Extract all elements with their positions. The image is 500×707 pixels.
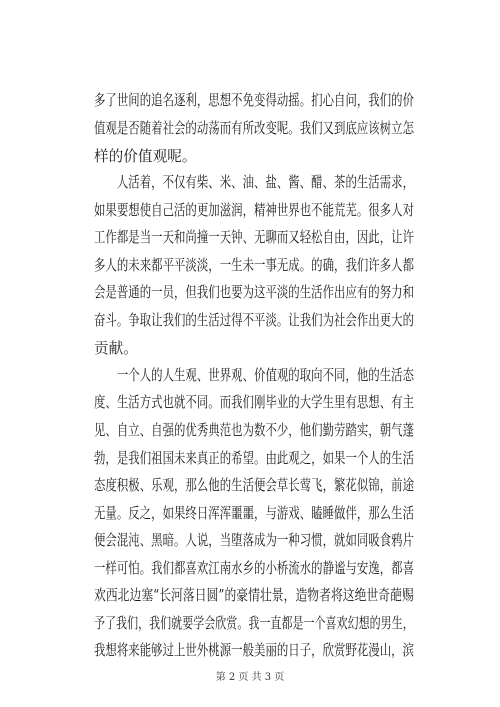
text-line: 便会混沌、黑暗。人说，当堕落成为一种习惯，就如同吸食鸦片 bbox=[94, 532, 415, 549]
text-line: 样的价值观呢。 bbox=[94, 148, 197, 165]
text-line: 多人的未来都平平淡淡，一生未一事无成。的确，我们许多人都 bbox=[94, 257, 415, 274]
text-line: 一个人的人生观、世界观、价值观的取向不同，他的生活态 bbox=[94, 367, 415, 384]
text-line: 见、自立、自强的优秀典范也为数不少，他们勤劳踏实，朝气蓬 bbox=[94, 422, 415, 439]
text-line: 无量。反之，如果终日浑浑噩噩，与游戏、瞌睡做伴，那么生活 bbox=[94, 505, 415, 522]
text-line: 多了世间的追名逐利，思想不免变得动摇。扪心自问，我们的价 bbox=[94, 92, 415, 109]
text-line: 态度积极、乐观，那么他的生活便会草长莺飞，繁花似锦，前途 bbox=[94, 477, 415, 494]
text-line: 贡献。 bbox=[94, 340, 138, 357]
text-line: 会是普通的一员，但我们也要为这平淡的生活作出应有的努力和 bbox=[94, 284, 415, 301]
text-line: 人活着，不仅有柴、米、油、盐、酱、醋、茶的生活需求， bbox=[94, 174, 415, 191]
text-line: 度、生活方式也就不同。而我们刚毕业的大学生里有思想、有主 bbox=[94, 394, 415, 411]
text-line: 工作都是当一天和尚撞一天钟、无聊而又轻松自由，因此，让许 bbox=[94, 229, 415, 246]
text-line: 奋斗。争取让我们的生活过得不平淡。让我们为社会作出更大的 bbox=[94, 312, 415, 329]
text-line: 勃，是我们祖国未来真正的希望。由此观之，如果一个人的生活 bbox=[94, 450, 415, 467]
text-line: 我想将来能够过上世外桃源一般美丽的日子，欣赏野花漫山，滨 bbox=[94, 642, 415, 659]
text-line: 欢西北边塞“长河落日圆”的豪情壮景，造物者将这绝世奇葩赐 bbox=[94, 587, 414, 604]
text-line: 如果要想使自己活的更加滋润，精神世界也不能荒芜。很多人对 bbox=[94, 202, 415, 219]
page-number-footer: 第 2 页 共 3 页 bbox=[215, 672, 285, 683]
text-line: 一样可怕。我们都喜欢江南水乡的小桥流水的静谧与安逸，都喜 bbox=[94, 560, 415, 577]
text-line: 予了我们，我们就要学会欣赏。我一直都是一个喜欢幻想的男生， bbox=[94, 615, 414, 632]
text-line: 值观是否随着社会的动荡而有所改变呢。我们又到底应该树立怎 bbox=[94, 120, 415, 137]
